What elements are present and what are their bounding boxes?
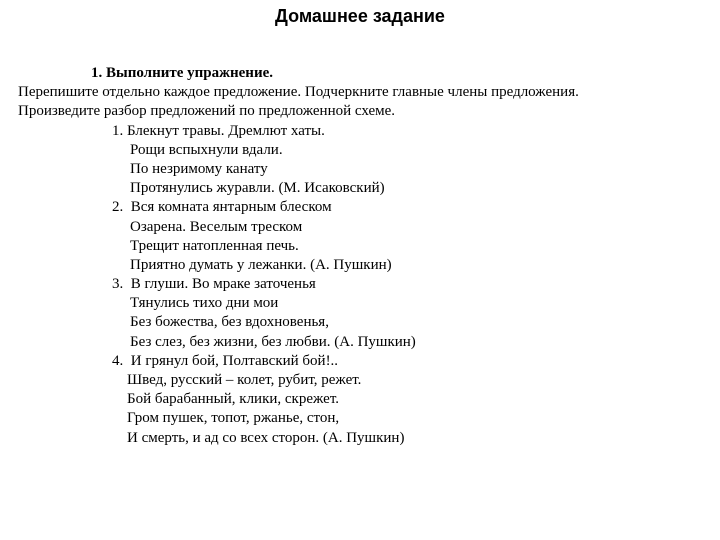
exercise-2-line: Трещит натопленная печь. bbox=[130, 237, 299, 254]
page-title: Домашнее задание bbox=[275, 6, 445, 26]
exercise-1-line: Протянулись журавли. (М. Исаковский) bbox=[130, 180, 385, 197]
exercise-3-line bbox=[0, 275, 720, 294]
exercise-1-line: Рощи вспыхнули вдали. bbox=[130, 141, 283, 158]
exercise-3-line: Без божества, без вдохновенья, bbox=[130, 314, 329, 331]
exercise-3-line: Тянулись тихо дни мои bbox=[130, 295, 279, 312]
exercise-2-line: Приятно думать у лежанки. (А. Пушкин) bbox=[130, 256, 392, 273]
exercise-2-line: Озарена. Веселым треском bbox=[130, 218, 303, 235]
exercise-2-line bbox=[0, 198, 720, 217]
instruction-line: Перепишите отдельно каждое предложение. Подчеркните главные члены предложения. bbox=[18, 84, 579, 101]
exercise-4-line bbox=[0, 352, 720, 371]
instruction-line: Произведите разбор предложений по предложенной схеме. bbox=[18, 103, 396, 120]
document-body bbox=[0, 64, 720, 448]
exercise-4-line: Швед, русский – колет, рубит, режет. bbox=[127, 372, 362, 388]
exercise-number: 1. bbox=[112, 122, 124, 139]
exercise-text: Вся комната янтарным блеском bbox=[130, 199, 332, 216]
exercise-number: 3. bbox=[112, 276, 124, 293]
exercise-4-line: Бой барабанный, клики, скрежет. bbox=[127, 391, 340, 408]
exercise-4-line: И смерть, и ад со всех сторон. (А. Пушкин) bbox=[127, 429, 405, 446]
exercise-text: В глуши. Во мраке заточенья bbox=[130, 276, 316, 293]
task-heading: 1. Выполните упражнение. bbox=[91, 65, 273, 81]
exercise-4-line: Гром пушек, топот, ржанье, стон, bbox=[127, 410, 340, 427]
exercise-1-line: По незримому канату bbox=[130, 160, 268, 177]
exercise-text: И грянул бой, Полтавский бой!.. bbox=[130, 352, 339, 369]
exercise-3-line: Без слез, без жизни, без любви. (А. Пушкин) bbox=[130, 333, 416, 350]
exercise-1-line bbox=[0, 122, 720, 141]
exercise-number: 4. bbox=[112, 352, 124, 369]
exercise-text: Блекнут травы. Дремлют хаты. bbox=[127, 122, 325, 139]
exercise-number: 2. bbox=[112, 199, 124, 216]
